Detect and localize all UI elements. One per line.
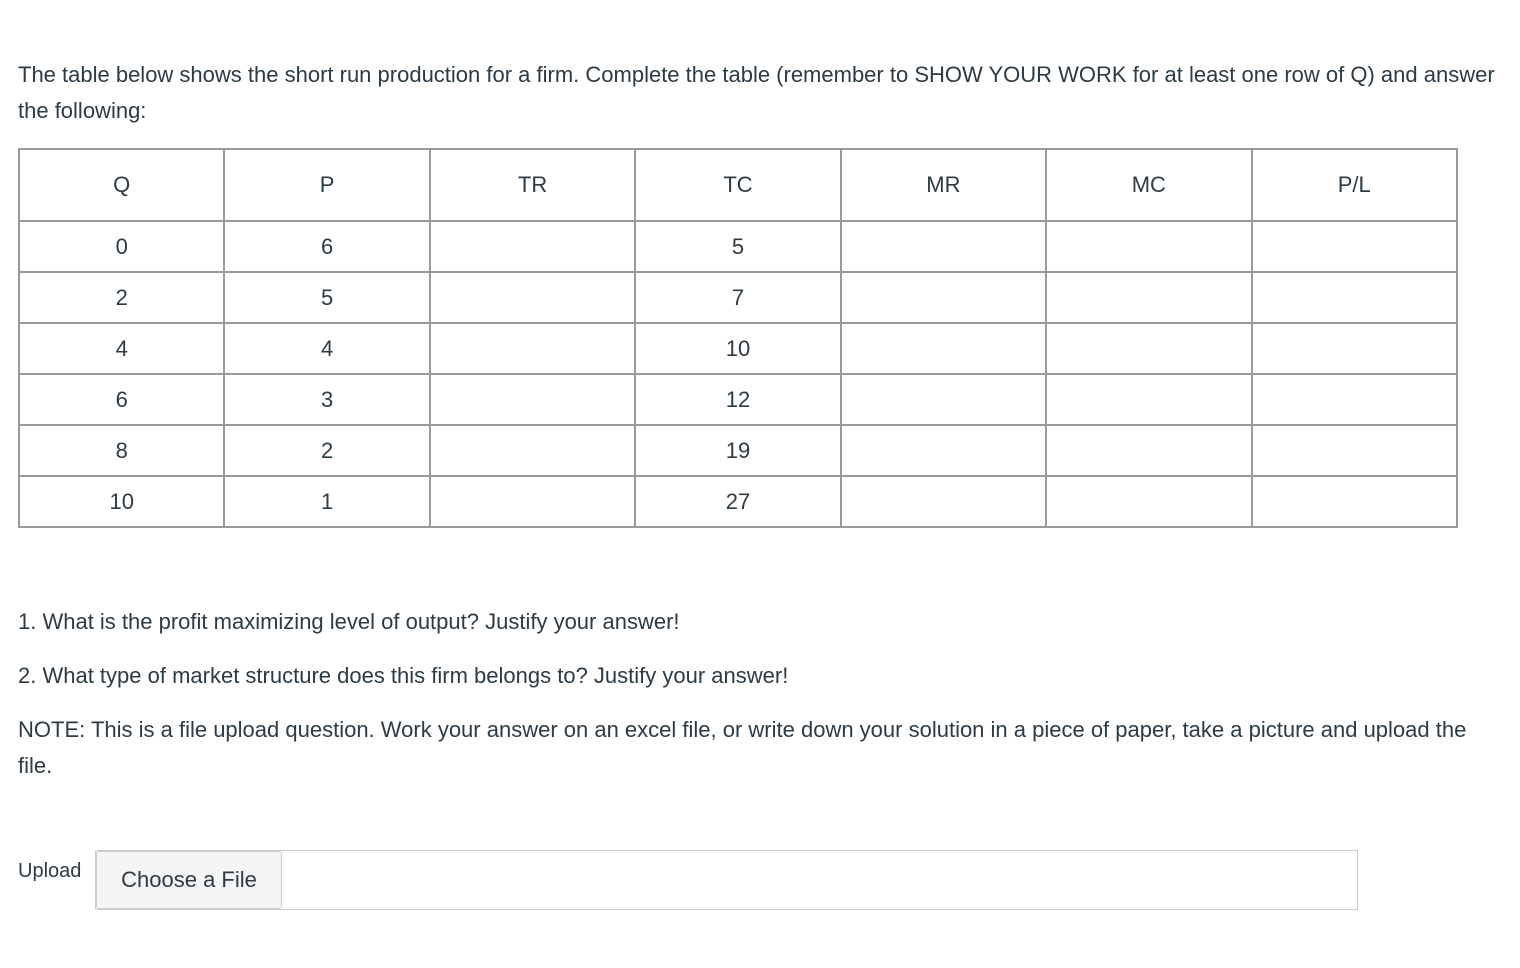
- cell-mr: [841, 476, 1046, 527]
- cell-pl: [1252, 374, 1457, 425]
- cell-tc: 10: [635, 323, 840, 374]
- cell-mc: [1046, 272, 1251, 323]
- file-upload-field[interactable]: [95, 850, 1358, 910]
- question-list: [18, 604, 1498, 802]
- cell-mc: [1046, 425, 1251, 476]
- cell-pl: [1252, 476, 1457, 527]
- cell-mr: [841, 221, 1046, 272]
- cell-p: 3: [224, 374, 429, 425]
- cell-p: 5: [224, 272, 429, 323]
- upload-label: Upload: [18, 860, 82, 882]
- cell-p: 6: [224, 221, 429, 272]
- cell-tc: 19: [635, 425, 840, 476]
- cell-mc: [1046, 323, 1251, 374]
- cell-pl: [1252, 272, 1457, 323]
- cell-tr: [430, 272, 635, 323]
- header-mc: MC: [1046, 149, 1251, 221]
- cell-tr: [430, 476, 635, 527]
- cell-tr: [430, 425, 635, 476]
- table-row: [19, 374, 1457, 425]
- cell-pl: [1252, 323, 1457, 374]
- cell-q: 4: [19, 323, 224, 374]
- cell-tr: [430, 374, 635, 425]
- cell-q: 8: [19, 425, 224, 476]
- header-tr: TR: [430, 149, 635, 221]
- cell-mc: [1046, 374, 1251, 425]
- cell-mr: [841, 272, 1046, 323]
- cell-q: 10: [19, 476, 224, 527]
- cell-tc: 27: [635, 476, 840, 527]
- production-table: [18, 148, 1458, 528]
- header-pl: P/L: [1252, 149, 1457, 221]
- cell-mr: [841, 323, 1046, 374]
- cell-p: 4: [224, 323, 429, 374]
- cell-p: 2: [224, 425, 429, 476]
- cell-q: 0: [19, 221, 224, 272]
- cell-mc: [1046, 476, 1251, 527]
- choose-file-button[interactable]: Choose a File: [96, 851, 282, 909]
- table-header-row: [19, 149, 1457, 221]
- cell-tr: [430, 323, 635, 374]
- cell-mr: [841, 374, 1046, 425]
- cell-tc: 7: [635, 272, 840, 323]
- cell-q: 6: [19, 374, 224, 425]
- table-row: [19, 425, 1457, 476]
- upload-note: NOTE: This is a file upload question. Work your answer on an excel file, or write down your solution in a piece of paper, take a picture and upload the file.: [18, 717, 1467, 778]
- cell-tc: 12: [635, 374, 840, 425]
- cell-pl: [1252, 425, 1457, 476]
- cell-tr: [430, 221, 635, 272]
- table-row: [19, 272, 1457, 323]
- header-p: P: [224, 149, 429, 221]
- cell-pl: [1252, 221, 1457, 272]
- header-q: Q: [19, 149, 224, 221]
- header-mr: MR: [841, 149, 1046, 221]
- cell-tc: 5: [635, 221, 840, 272]
- question-1: 1. What is the profit maximizing level of output? Justify your answer!: [18, 609, 680, 634]
- cell-p: 1: [224, 476, 429, 527]
- cell-mc: [1046, 221, 1251, 272]
- cell-q: 2: [19, 272, 224, 323]
- header-tc: TC: [635, 149, 840, 221]
- table-row: [19, 221, 1457, 272]
- question-intro: The table below shows the short run production for a firm. Complete the table (remember to SHOW YOUR WORK for at least one row of Q) and answer the following:: [18, 62, 1495, 123]
- cell-mr: [841, 425, 1046, 476]
- question-2: 2. What type of market structure does this firm belongs to? Justify your answer!: [18, 663, 789, 688]
- table-row: [19, 476, 1457, 527]
- table-row: [19, 323, 1457, 374]
